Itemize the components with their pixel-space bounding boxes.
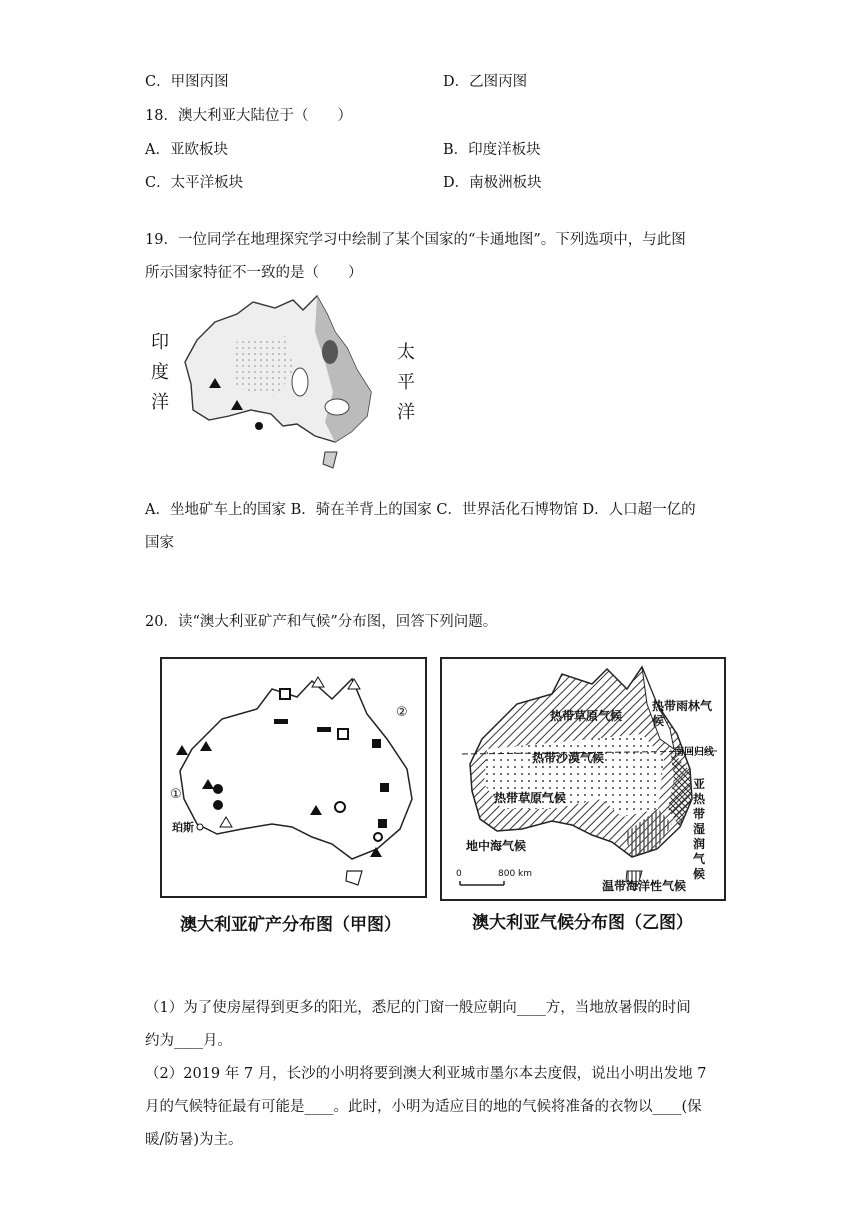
perth-label: 珀斯 [172,821,194,834]
q20-sub2-line2: 月的气候特征最有可能是____。此时，小明为适应目的地的气候将准备的衣物以____(保 [145,1099,702,1115]
sheep-icon [325,399,349,415]
mineral-ring-icon [335,802,345,812]
savanna-north-label: 热带草原气候 [550,709,623,723]
mineral-map-caption: 澳大利亚矿产分布图（甲图） [180,915,401,935]
q18-option-a: A．亚欧板块 [145,142,228,158]
scale-distance-label: 800 km [498,869,533,879]
kangaroo-icon [292,368,308,396]
q20-sub1-line2: 约为____月。 [145,1033,232,1049]
mineral-square-icon [338,729,348,739]
temperate-maritime-label: 温带海洋性气候 [602,879,687,893]
mineral-square-icon [380,783,389,792]
q20-stem: 20．读“澳大利亚矿产和气候”分布图，回答下列问题。 [145,614,498,630]
q20-sub2-line3: 暖/防暑)为主。 [145,1132,243,1148]
cartoon-map-figure [145,292,425,482]
climate-map [442,659,724,899]
q17-option-d: D．乙图丙图 [443,74,528,90]
mineral-square-icon [372,739,381,748]
q17-option-c: C．甲图丙图 [145,74,229,90]
mineral-ring-icon [374,833,382,841]
marker-2-label: ② [396,705,408,720]
mine-triangle-icon [176,745,188,755]
mineral-circle-icon [213,784,223,794]
pacific-ocean-label: 太 平 洋 [397,342,415,423]
mineral-square-icon [280,689,290,699]
mineral-square-icon [378,819,387,828]
q19-options-line2: 国家 [145,535,174,551]
australia-cartoon-map [175,292,395,482]
subtropical-humid-label: 亚热带湿润气候 [692,777,705,881]
q18-option-d: D．南极洲板块 [443,175,542,191]
desert-label: 热带沙漠气候 [532,751,605,765]
koala-icon [322,340,338,364]
marker-1-label: ① [170,787,182,802]
climate-map-caption: 澳大利亚气候分布图（乙图） [472,913,693,933]
tropic-label: 南回归线 [674,747,714,758]
mineral-circle-icon [255,422,263,430]
mineral-map-frame [160,657,427,898]
savanna-south-label: 热带草原气候 [494,791,567,805]
city-dot-icon [197,824,203,830]
rainforest-label: 热带雨林气候 [652,699,713,728]
climate-map-frame [440,657,726,901]
q20-sub2-line1: （2）2019 年 7 月，长沙的小明将要到澳大利亚城市墨尔本去度假，说出小明出发地 7 [145,1066,707,1082]
q18-option-b: B．印度洋板块 [443,142,541,158]
q18-stem: 18．澳大利亚大陆位于（ ） [145,108,352,124]
mineral-bar-icon [274,719,288,724]
mineral-bar-icon [317,727,331,732]
mediterranean-label: 地中海气候 [466,839,527,853]
mineral-map [162,659,425,896]
q19-stem-line1: 19．一位同学在地理探究学习中绘制了某个国家的“卡通地图”。下列选项中，与此图 [145,232,686,248]
q20-sub1-line1: （1）为了使房屋得到更多的阳光，悉尼的门窗一般应朝向____方，当地放暑假的时间 [145,1000,691,1016]
scale-zero-label: 0 [456,869,462,879]
q19-stem-line2: 所示国家特征不一致的是（ ） [145,265,363,281]
q19-options-line1: A．坐地矿车上的国家 B．骑在羊背上的国家 C．世界活化石博物馆 D．人口超一亿的 [145,502,696,518]
indian-ocean-label: 印 度 洋 [151,332,169,413]
mineral-circle-icon [213,800,223,810]
q18-option-c: C．太平洋板块 [145,175,244,191]
